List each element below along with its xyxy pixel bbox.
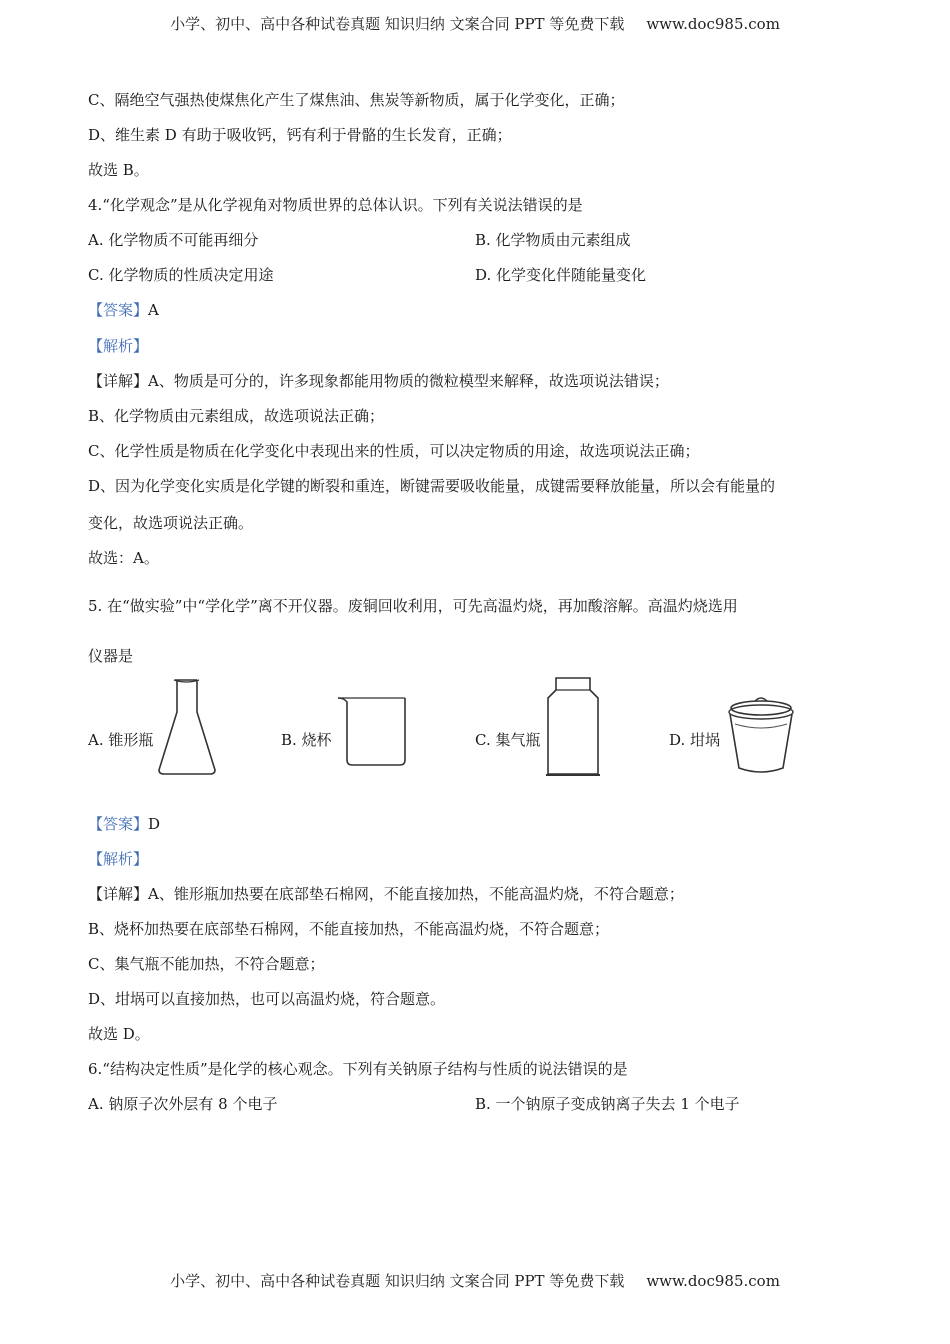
page-footer (0, 1270, 950, 1291)
q5-detail-a (88, 883, 684, 905)
q5-option-c-label: C. 集气瓶 (475, 731, 541, 749)
page-header (0, 13, 950, 34)
q4-choose: 故选：A。 (88, 549, 159, 567)
q4-option-c: C. 化学物质的性质决定用途 (88, 266, 274, 284)
q6-option-b: B. 一个钠原子变成钠离子失去 1 个电子 (475, 1095, 740, 1113)
prev-choose: 故选 B。 (88, 161, 149, 179)
q4-stem: 4.“化学观念”是从化学视角对物质世界的总体认识。下列有关说法错误的是 (88, 196, 583, 214)
q5-option-d-label: D. 坩埚 (669, 731, 721, 749)
answer-value: D (148, 815, 161, 833)
crucible-icon (725, 694, 797, 776)
q4-detail-b: B、化学物质由元素组成，故选项说法正确； (88, 407, 385, 425)
answer-tag: 【答案】 (88, 815, 149, 833)
q4-option-b: B. 化学物质由元素组成 (475, 231, 631, 249)
q5-detail-d: D、坩埚可以直接加热，也可以高温灼烧，符合题意。 (88, 990, 446, 1008)
beaker-icon (335, 694, 411, 768)
q5-answer (88, 813, 160, 835)
q5-choose: 故选 D。 (88, 1025, 150, 1043)
detail-tag: 【详解】 (88, 372, 149, 390)
prev-detail-c: C、隔绝空气强热使煤焦化产生了煤焦油、焦炭等新物质，属于化学变化，正确； (88, 91, 625, 109)
prev-detail-d: D、维生素 D 有助于吸收钙，钙有利于骨骼的生长发育，正确； (88, 126, 512, 144)
header-text: 小学、初中、高中各种试卷真题 知识归纳 文案合同 PPT 等免费下载 (170, 15, 625, 33)
q4-detail-d1: D、因为化学变化实质是化学键的断裂和重连，断键需要吸收能量，成键需要释放能量，所以会有能量的 (88, 477, 776, 495)
gas-collecting-bottle-icon (542, 674, 604, 778)
q4-option-d: D. 化学变化伴随能量变化 (475, 266, 647, 284)
footer-site-link[interactable]: www.doc985.com (646, 1272, 780, 1290)
q5-stem-line2: 仪器是 (88, 647, 134, 665)
q5-analysis-tag: 【解析】 (88, 850, 149, 868)
answer-value: A (148, 301, 159, 319)
q4-detail-a (88, 370, 669, 392)
q5-detail-c: C、集气瓶不能加热，不符合题意； (88, 955, 325, 973)
detail-tag: 【详解】 (88, 885, 149, 903)
q4-analysis-tag: 【解析】 (88, 337, 149, 355)
detail-a-text: A、锥形瓶加热要在底部垫石棉网，不能直接加热，不能高温灼烧，不符合题意； (148, 885, 684, 903)
footer-text: 小学、初中、高中各种试卷真题 知识归纳 文案合同 PPT 等免费下载 (170, 1272, 625, 1290)
q6-stem: 6.“结构决定性质”是化学的核心观念。下列有关钠原子结构与性质的说法错误的是 (88, 1060, 628, 1078)
q4-detail-d2: 变化，故选项说法正确。 (88, 514, 254, 532)
q5-option-a-label: A. 锥形瓶 (88, 731, 154, 749)
header-site-link[interactable]: www.doc985.com (646, 15, 780, 33)
q5-option-b-label: B. 烧杯 (281, 731, 332, 749)
q4-option-a: A. 化学物质不可能再细分 (88, 231, 259, 249)
q4-answer (88, 299, 159, 321)
erlenmeyer-flask-icon (155, 678, 221, 776)
detail-a-text: A、物质是可分的，许多现象都能用物质的微粒模型来解释，故选项说法错误； (148, 372, 669, 390)
q5-stem-line1: 5. 在“做实验”中“学化学”离不开仪器。废铜回收利用，可先高温灼烧，再加酸溶解。高温灼烧选用 (88, 597, 738, 615)
q5-detail-b: B、烧杯加热要在底部垫石棉网，不能直接加热，不能高温灼烧，不符合题意； (88, 920, 610, 938)
q6-option-a: A. 钠原子次外层有 8 个电子 (88, 1095, 278, 1113)
answer-tag: 【答案】 (88, 301, 149, 319)
q4-detail-c: C、化学性质是物质在化学变化中表现出来的性质，可以决定物质的用途，故选项说法正确； (88, 442, 700, 460)
